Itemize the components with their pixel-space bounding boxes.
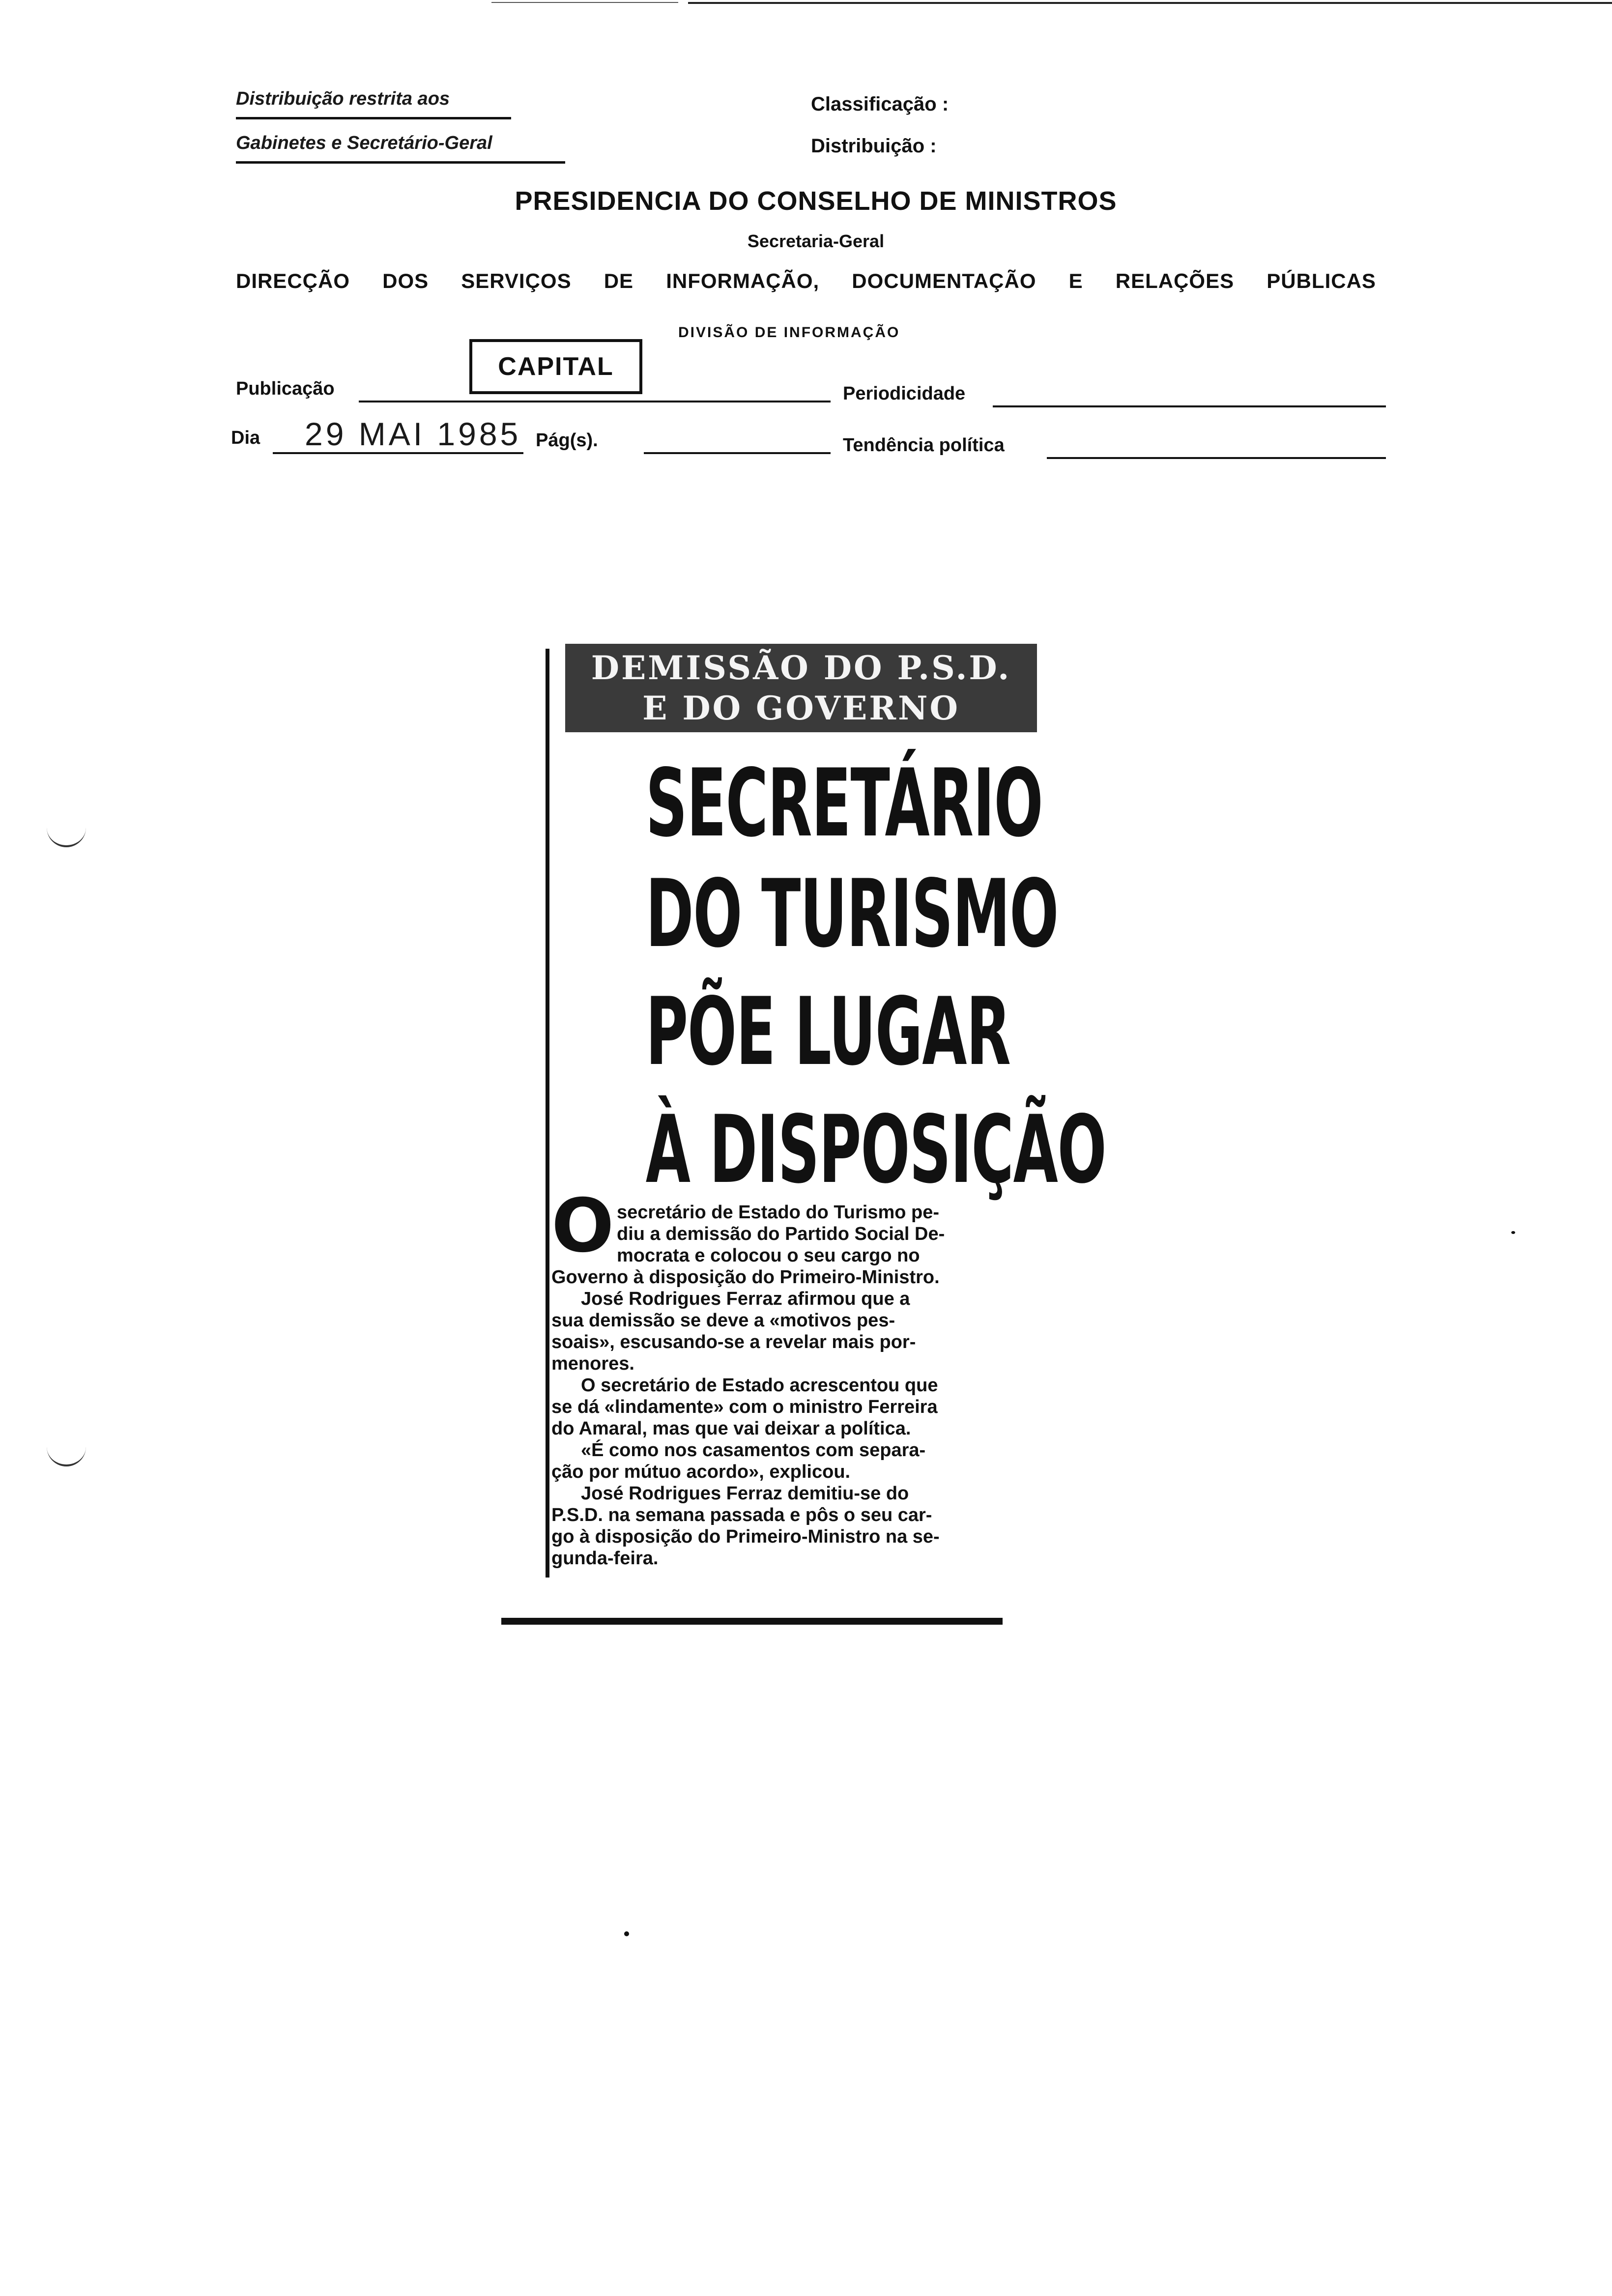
publication-label: Publicação [236, 378, 335, 399]
day-label: Dia [231, 428, 260, 448]
article-line: diu a demissão do Partido Social De- [617, 1224, 945, 1244]
clipping-left-rule [546, 649, 549, 1578]
clipping-bottom-rule [501, 1618, 1003, 1625]
article-line: José Rodrigues Ferraz afirmou que a [581, 1289, 910, 1309]
underline [236, 161, 565, 164]
article-line: Governo à disposição do Primeiro-Ministro. [551, 1267, 940, 1288]
kicker-line: DEMISSÃO DO P.S.D. [591, 649, 1011, 687]
pages-label: Pág(s). [536, 430, 598, 451]
directorate-word: RELAÇÕES [1115, 269, 1235, 292]
article-line: P.S.D. na semana passada e pôs o seu car- [551, 1505, 932, 1525]
article-line: «É como nos casamentos com separa- [581, 1440, 926, 1461]
date-value: 29 MAI 1985 [305, 416, 521, 452]
kicker-line: E DO GOVERNO [642, 689, 960, 727]
document-title: PRESIDENCIA DO CONSELHO DE MINISTROS [515, 186, 1117, 216]
headline-line: SECRETÁRIO [645, 749, 1043, 858]
article-lead [617, 1202, 1010, 1266]
classification-label: Classificação : [811, 93, 949, 115]
headline-line: DO TURISMO [645, 860, 1059, 968]
pages-field-line [644, 452, 831, 454]
directorate-line [236, 269, 1376, 293]
directorate-word: DIRECÇÃO [236, 269, 350, 292]
division-label: DIVISÃO DE INFORMAÇÃO [678, 324, 900, 341]
publication-field-line [359, 401, 831, 402]
periodicity-field-line [993, 405, 1386, 407]
headline-line: À DISPOSIÇÃO [645, 1095, 1106, 1204]
directorate-word: PÚBLICAS [1267, 269, 1376, 292]
document-subtitle: Secretaria-Geral [747, 231, 885, 251]
political-tendency-field-line [1047, 457, 1386, 459]
article-line: secretário de Estado do Turismo pe- [617, 1202, 940, 1223]
article-line: menores. [551, 1353, 634, 1374]
article-line: ção por mútuo acordo», explicou. [551, 1462, 851, 1482]
article-body [551, 1266, 1013, 1569]
scan-edge-line [688, 2, 1612, 4]
distribution-label: Distribuição : [811, 135, 937, 157]
article-line: gunda-feira. [551, 1548, 659, 1569]
article-line: sua demissão se deve a «motivos pes- [551, 1310, 895, 1331]
directorate-word: DOS [382, 269, 429, 292]
underline [236, 117, 511, 119]
directorate-word: DOCUMENTAÇÃO [852, 269, 1036, 292]
directorate-word: INFORMAÇÃO, [666, 269, 820, 292]
article-line: se dá «lindamente» com o ministro Ferreira [551, 1397, 938, 1417]
political-tendency-label: Tendência política [843, 435, 1005, 456]
binder-hole-mark [47, 1435, 86, 1466]
restricted-distribution-line2: Gabinetes e Secretário-Geral [236, 133, 492, 153]
article-line: soais», escusando-se a revelar mais por- [551, 1332, 916, 1352]
article-line: go à disposição do Primeiro-Ministro na se- [551, 1526, 940, 1547]
scan-speck [1511, 1231, 1515, 1234]
article-line: do Amaral, mas que vai deixar a política. [551, 1418, 911, 1439]
scan-speck [624, 1931, 629, 1936]
article-line: José Rodrigues Ferraz demitiu-se do [581, 1483, 909, 1504]
clipping-kicker [565, 644, 1037, 732]
restricted-distribution-line1: Distribuição restrita aos [236, 88, 450, 109]
binder-hole-mark [47, 816, 86, 847]
article-line: mocrata e colocou o seu cargo no [617, 1245, 920, 1266]
headline-line: PÕE LUGAR [645, 977, 1010, 1086]
directorate-word: SERVIÇOS [461, 269, 572, 292]
scan-edge-line-faint [491, 2, 678, 3]
periodicity-label: Periodicidade [843, 383, 966, 404]
article-line: O secretário de Estado acrescentou que [581, 1375, 938, 1396]
publication-stamp: CAPITAL [469, 339, 642, 394]
article-dropcap: O [551, 1183, 614, 1269]
directorate-word: DE [604, 269, 634, 292]
directorate-word: E [1068, 269, 1083, 292]
